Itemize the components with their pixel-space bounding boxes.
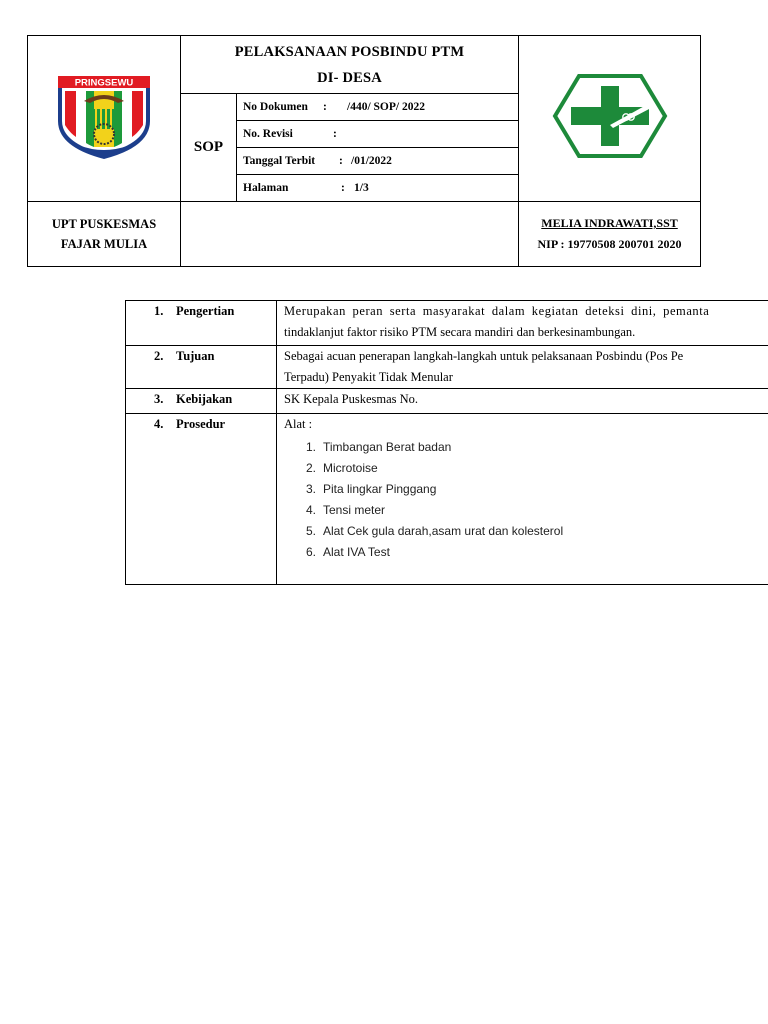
list-item-text: Pita lingkar Pinggang xyxy=(323,482,437,496)
issue-date-separator: : xyxy=(339,155,343,167)
page-separator: : xyxy=(341,182,345,194)
title-line-2: DI- DESA xyxy=(317,69,382,86)
unit-line-1: UPT PUSKESMAS xyxy=(51,217,157,231)
document-number-row xyxy=(237,94,519,121)
list-item-number: 2. xyxy=(306,461,317,475)
page-row xyxy=(237,175,519,202)
list-item xyxy=(306,500,768,521)
list-item-number: 6. xyxy=(306,545,317,559)
unit-name-cell xyxy=(28,202,181,267)
page-value: 1/3 xyxy=(354,182,369,194)
section-title: Tujuan xyxy=(176,349,215,363)
list-item-number: 5. xyxy=(306,524,317,538)
list-item-number: 1. xyxy=(306,440,317,454)
issue-date-label: Tanggal Terbit xyxy=(243,155,316,167)
section-label-tujuan xyxy=(126,346,277,389)
section-label-prosedur xyxy=(126,414,277,585)
content-line: Sebagai acuan penerapan langkah-langkah untuk pelaksanaan Posbindu (Pos Pe xyxy=(284,349,684,363)
list-item-number: 3. xyxy=(306,482,317,496)
content-line: tindaklanjut faktor risiko PTM secara mandiri dan berkesinambungan. xyxy=(284,325,636,339)
section-number: 2. xyxy=(154,349,164,363)
list-item xyxy=(306,437,768,458)
unit-line-2: FAJAR MULIA xyxy=(60,237,148,251)
list-item xyxy=(306,542,768,563)
list-item-text: Microtoise xyxy=(323,461,378,475)
document-number-value: /440/ SOP/ 2022 xyxy=(347,101,425,113)
list-item-text: Alat IVA Test xyxy=(323,545,390,559)
puskesmas-logo-cell xyxy=(519,36,701,202)
document-title xyxy=(181,36,519,94)
signatory-name: MELIA INDRAWATI,SST xyxy=(541,216,678,230)
section-title: Kebijakan xyxy=(176,392,233,406)
section-number: 4. xyxy=(154,417,164,431)
sop-content-table xyxy=(125,300,768,585)
section-label-kebijakan xyxy=(126,389,277,414)
puskesmas-cross-logo-icon xyxy=(552,73,668,159)
regency-logo-cell xyxy=(28,36,181,202)
title-line-1: PELAKSANAAN POSBINDU PTM xyxy=(234,43,465,60)
page-label: Halaman xyxy=(243,182,289,194)
list-item xyxy=(306,458,768,479)
content-line: Merupakan peran serta masyarakat dalam kegiatan deteksi dini, pemanta xyxy=(284,304,710,318)
tools-list xyxy=(284,437,768,563)
content-line: SK Kepala Puskesmas No. xyxy=(284,392,419,406)
revision-number-row xyxy=(237,121,519,148)
revision-number-separator: : xyxy=(333,128,337,140)
list-item xyxy=(306,479,768,500)
list-item xyxy=(306,521,768,542)
section-label-pengertian xyxy=(126,301,277,346)
document-number-label: No Dokumen xyxy=(243,101,308,113)
issue-date-row xyxy=(237,148,519,175)
document-number-separator: : xyxy=(323,101,327,113)
revision-number-label: No. Revisi xyxy=(243,128,293,140)
section-title: Prosedur xyxy=(176,417,226,431)
list-item-text: Tensi meter xyxy=(323,503,386,517)
section-number: 3. xyxy=(154,392,164,406)
content-line: Terpadu) Penyakit Tidak Menular xyxy=(284,370,453,384)
pringsewu-regency-emblem-icon xyxy=(52,71,156,161)
section-title: Pengertian xyxy=(176,304,235,318)
section-content-prosedur xyxy=(277,414,768,585)
signatory-nip: NIP : 19770508 200701 2020 xyxy=(537,237,682,251)
signatory-cell xyxy=(519,202,701,267)
empty-cell xyxy=(181,202,519,267)
procedure-intro: Alat : xyxy=(284,417,313,431)
list-item-text: Alat Cek gula darah,asam urat dan kolesterol xyxy=(323,524,564,538)
section-content-pengertian xyxy=(277,301,768,346)
sop-header-table xyxy=(27,35,701,267)
section-number: 1. xyxy=(154,304,164,318)
list-item-text: Timbangan Berat badan xyxy=(323,440,452,454)
list-item-number: 4. xyxy=(306,503,317,517)
emblem-banner-text: PRINGSEWU xyxy=(74,77,134,89)
sop-label: SOP xyxy=(181,94,237,202)
section-content-kebijakan xyxy=(277,389,768,414)
issue-date-value: /01/2022 xyxy=(351,155,392,167)
section-content-tujuan xyxy=(277,346,768,389)
